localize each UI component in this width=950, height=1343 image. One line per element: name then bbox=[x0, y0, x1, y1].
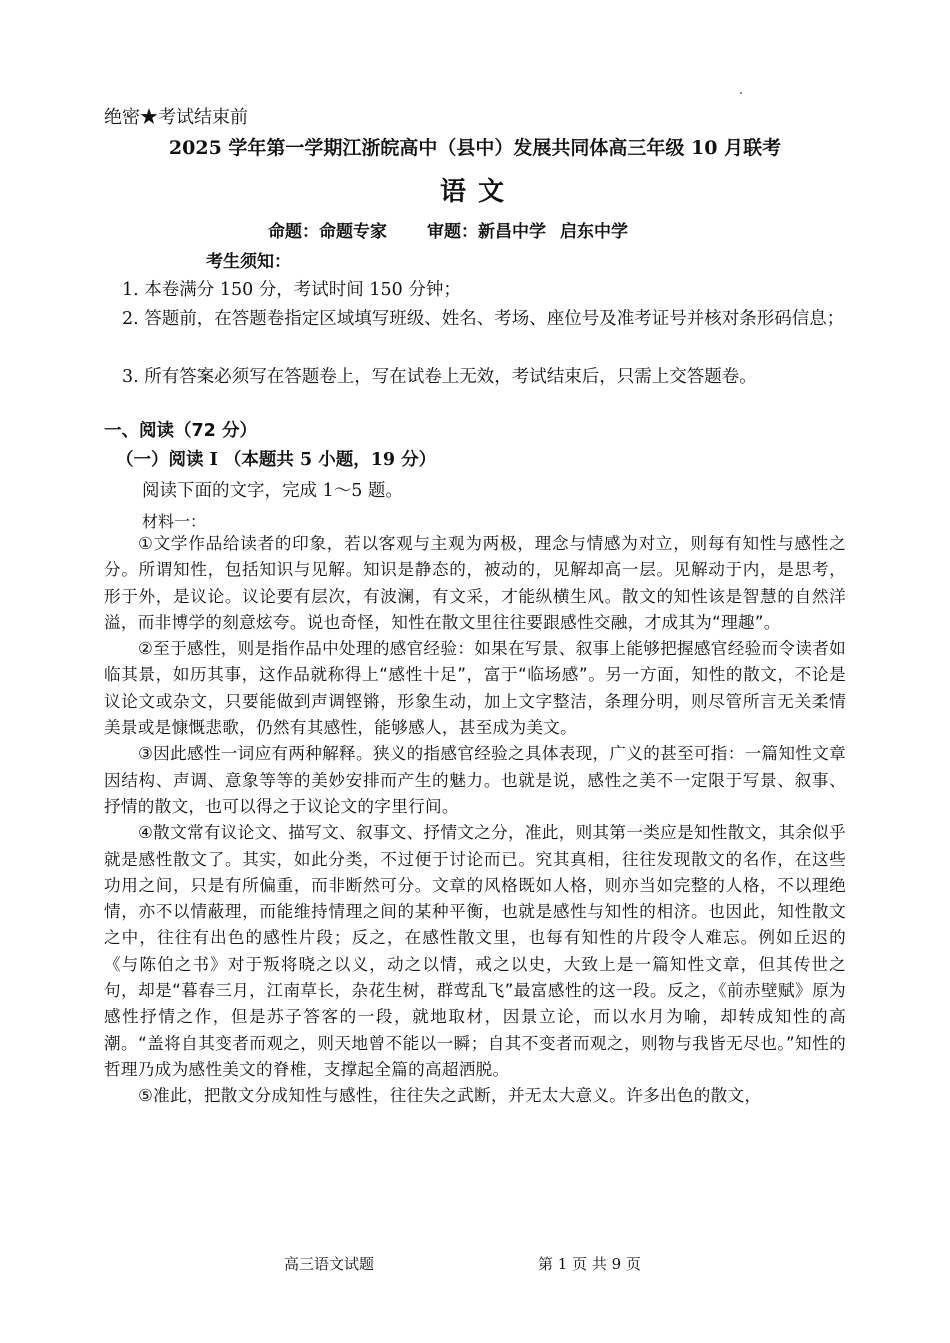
paragraph: ①文学作品给读者的印象，若以客观与主观为两极，理念与情感为对立，则每有知性与感性之分。所谓知性，包括知识与见解。知识是静态的，被动的，见解却高一层。见解动于内，是思考，形于外，是议论。议论要有层次，有波澜，有文采，才能纵横生风。散文的知性该是智慧的自然洋溢，而非博学的刻意炫夸。说也奇怪，知性在散文里往往要跟感性交融，才成其为“理趣”。 bbox=[104, 534, 846, 632]
scan-dot bbox=[740, 92, 742, 94]
notice-item: 3. 所有答案必须写在答题卷上，写在试卷上无效，考试结束后，只需上交答题卷。 bbox=[122, 367, 757, 387]
notice-heading: 考生须知： bbox=[206, 252, 291, 272]
paragraph: ⑤准此，把散文分成知性与感性，往往失之武断，并无太大意义。许多出色的散文， bbox=[138, 1086, 762, 1106]
exam-title: 2025 学年第一学期江浙皖高中（县中）发展共同体高三年级 10 月联考 bbox=[168, 137, 782, 159]
material-label: 材料一： bbox=[142, 512, 207, 531]
author-line bbox=[268, 220, 628, 244]
subsection-heading: （一）阅读 I （本题共 5 小题，19 分） bbox=[116, 450, 437, 470]
page-number: 第 1 页 共 9 页 bbox=[538, 1255, 641, 1273]
review-school: 启东中学 bbox=[560, 222, 628, 242]
footer-subject: 高三语文试题 bbox=[284, 1255, 375, 1273]
paragraph: ③因此感性一词应有两种解释。狭义的指感官经验之具体表现，广义的甚至可指：一篇知性文章因结构、声调、意象等等的美妙安排而产生的魅力。也就是说，感性之美不一定限于写景、叙事、抒情的散文，也可以得之于议论文的字里行间。 bbox=[104, 744, 846, 816]
paragraph: ④散文常有议论文、描写文、叙事文、抒情文之分，准此，则其第一类应是知性散文，其余似乎就是感性散文了。其实，如此分类，不过便于讨论而已。究其真相，往往发现散文的名作，在这些功用之间，只是有所偏重，而非断然可分。文章的风格既如人格，则亦当如完整的人格，不以理绝情，亦不以情蔽理，而能维持情理之间的某种平衡，也就是感性与知性的相济。也因此，知性散文之中，往往有出色的感性片段；反之，在感性散文里，也每有知性的片段令人难忘。例如丘迟的《与陈伯之书》对于叛将晓之以义，动之以情，戒之以史，大致上是一篇知性文章，但其传世之句，却是“暮春三月，江南草长，杂花生树，群莺乱飞”最富感性的这一段。反之，《前赤壁赋》原为感性抒情之作，但是苏子答客的一段，就地取材，因景立论，而以水月为喻，却转成知性的高潮。“盖将自其变者而观之，则天地曾不能以一瞬；自其不变者而观之，则物与我皆无尽也。”知性的哲理乃成为感性美文的脊椎，支撑起全篇的高超洒脱。 bbox=[104, 823, 846, 1079]
paragraph: ②至于感性，则是指作品中处理的感官经验：如果在写景、叙事上能够把握感官经验而令读者如临其景，如历其事，这作品就称得上“感性十足”，富于“临场感”。另一方面，知性的散文，不论是议论文或杂文，只要能做到声调铿锵，形象生动，加上文字整洁，条理分明，则尽管所言无关柔情美景或是慷慨悲歌，仍然有其感性，能够感人，甚至成为美文。 bbox=[104, 639, 846, 738]
author-label: 命题：命题专家 bbox=[268, 222, 387, 242]
instruction: 阅读下面的文字，完成 1～5 题。 bbox=[142, 481, 403, 501]
review-label: 审题：新昌中学 bbox=[427, 222, 546, 242]
subject-title: 语文 bbox=[439, 177, 516, 207]
reading-passage bbox=[104, 531, 846, 1110]
notice-item: 1. 本卷满分 150 分，考试时间 150 分钟； bbox=[122, 280, 461, 300]
confidential-label: 绝密★考试结束前 bbox=[104, 107, 248, 128]
notice-item: 2. 答题前，在答题卷指定区域填写班级、姓名、考场、座位号及准考证号并核对条形码信息； bbox=[122, 309, 845, 329]
section-heading: 一、阅读（72 分） bbox=[104, 421, 257, 441]
